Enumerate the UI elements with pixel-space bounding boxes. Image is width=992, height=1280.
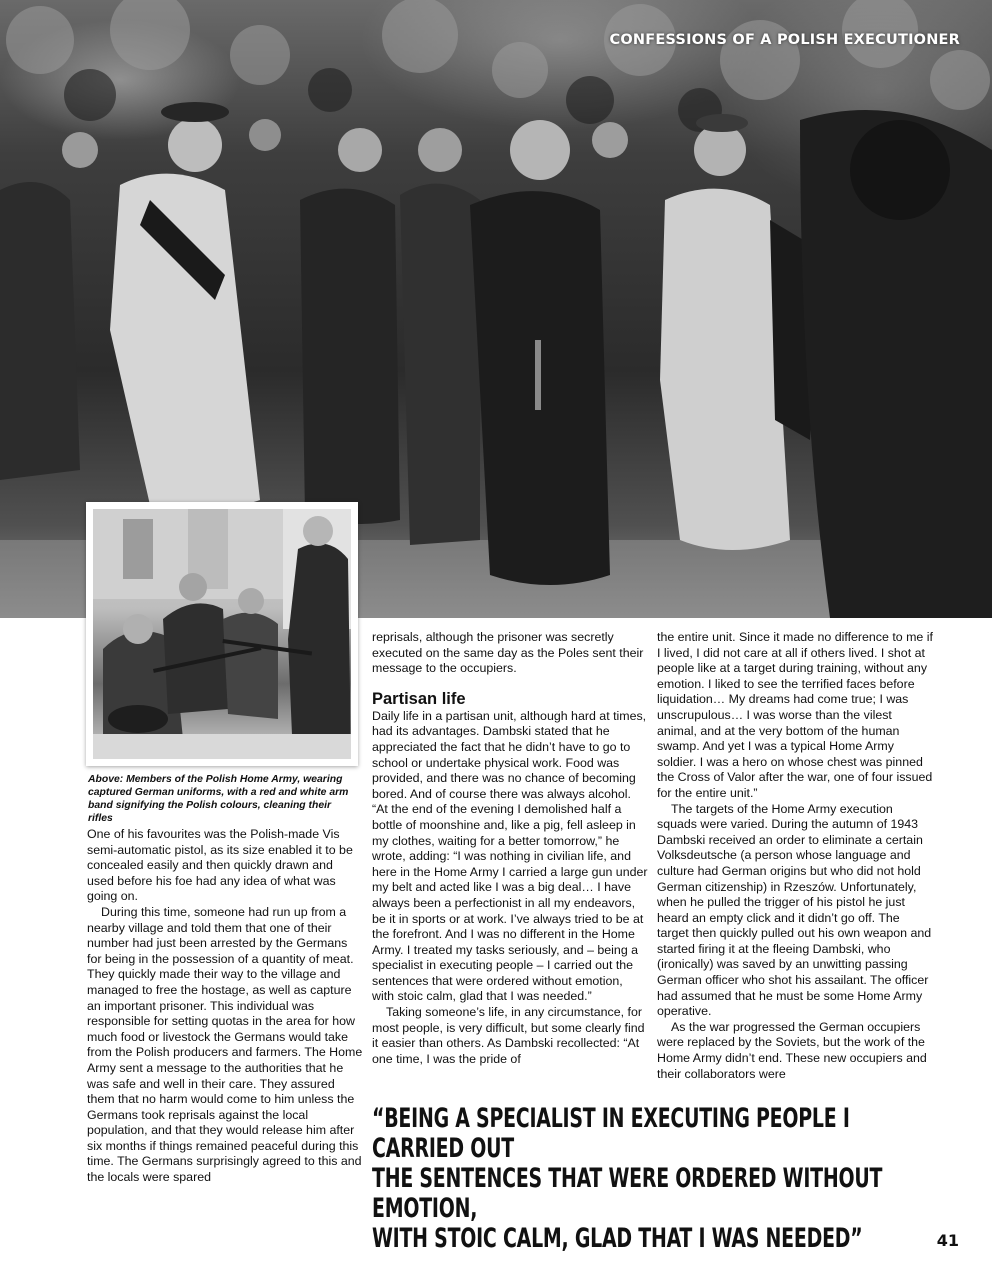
pull-quote-line-2: THE SENTENCES THAT WERE ORDERED WITHOUT EMOTION,	[372, 1163, 883, 1224]
column-3-paragraph-2: The targets of the Home Army execution squads were varied. During the autumn of 1943 Dambski received an order to eliminate a certain Volksdeutsche (a person whose language and culture had German origins but who did not hold German citizenship) in Rzeszów. Unfortunately, when he pulled the trigger of his pistol he just heard an empty click and it didn’t go off. The target then quickly pulled out his own weapon and started firing it at the fleeing Dambski, who (ironically) was saved by an unwitting passing German officer who shot his assailant. The officer had assumed that he must be some Home Army operative.	[657, 801, 932, 1019]
pull-quote-line-1: “BEING A SPECIALIST IN EXECUTING PEOPLE I CARRIED OUT	[372, 1103, 850, 1164]
column-1-paragraph-2: During this time, someone had run up from a nearby village and told them that one of their number had just been arrested by the Germans for being in the possession of a quantity of meat. They quickly made their way to the village and managed to free the hostage, as well as capture an important prisoner. This individual was responsible for setting quotas in the area for how much food or livestock the Germans would take from the Polish producers and farmers. The Home Army sent a message to the authorities that he was safe and well in their care. They assured them that no harm would come to him unless the Germans took reprisals against the local population, and that they would release him after six months if things remained peaceful during this time. The Germans surprisingly agreed to this and the locals were spared	[87, 904, 363, 1185]
photo-caption	[88, 773, 350, 825]
inset-photo	[93, 509, 351, 759]
column-2	[372, 630, 648, 1067]
pull-quote	[372, 1104, 934, 1254]
page-number: 41	[936, 1231, 959, 1250]
column-2-paragraph-3: Taking someone’s life, in any circumstance, for most people, is very difficult, but some clearly find it easier than others. As Dambski recollected: “At one time, I was the pride of	[372, 1005, 645, 1066]
column-3-paragraph-1: the entire unit. Since it made no difference to me if I lived, I did not care at all if others lived. I shot at people like at a target during training, without any emotion. I liked to see the terrified faces before liquidation… My dreams had come true; I was unscrupulous… I was worse than the vilest animal, and at the very bottom of the human swamp. And yet I was a typical Home Army soldier. I was a hero on whose chest was pinned the Cross of Valor after the war, one of four issued for the entire unit.”	[657, 630, 933, 800]
column-2-paragraph-2: Daily life in a partisan unit, although hard at times, had its advantages. Dambski stated that he appreciated the fact that he didn’t have to go to school or undertake physical work. Food was provided, and there was no chance of becoming bored. And of course there was always alcohol. “At the end of the evening I demolished half a bottle of moonshine and, like a pig, fell asleep in my clothes, waiting for a better tomorrow,” he wrote, adding: “I was nothing in civilian life, and here in the Home Army I carried a large gun under my belt and acted like I was a big deal… I have always been a perfectionist in all my endeavors, be it in sports or at work. I’ve always tried to be at the forefront. And I was no different in the Home Army. I treated my tasks seriously, and – being a specialist in executing people – I carried out the sentences that were ordered without emotion, with stoic calm, glad that I was needed.”	[372, 708, 648, 1004]
inset-photo-illustration	[93, 509, 351, 759]
subhead-partisan-life: Partisan life	[372, 689, 466, 708]
column-3	[657, 630, 933, 1082]
column-1	[87, 827, 363, 1186]
caption-lead: Above:	[88, 774, 124, 785]
pull-quote-line-3: WITH STOIC CALM, GLAD THAT I WAS NEEDED”	[372, 1223, 863, 1254]
column-1-paragraph-1: One of his favourites was the Polish-made Vis semi-automatic pistol, as its size enabled it to be concealed easily and then quickly drawn and used before his foe had any idea of what was going on.	[87, 827, 353, 904]
column-3-paragraph-3: As the war progressed the German occupiers were replaced by the Soviets, but the work of the Home Army didn’t end. These new occupiers and their collaborators were	[657, 1019, 927, 1081]
caption-text: Members of the Polish Home Army, wearing captured German uniforms, with a red and white arm band signifying the Polish colours, cleaning their rifles	[88, 774, 349, 824]
inset-photo-frame	[86, 502, 358, 766]
column-2-paragraph-1: reprisals, although the prisoner was secretly executed on the same day as the Poles sent their message to the occupiers.	[372, 630, 644, 676]
running-head: CONFESSIONS OF A POLISH EXECUTIONER	[609, 32, 960, 48]
